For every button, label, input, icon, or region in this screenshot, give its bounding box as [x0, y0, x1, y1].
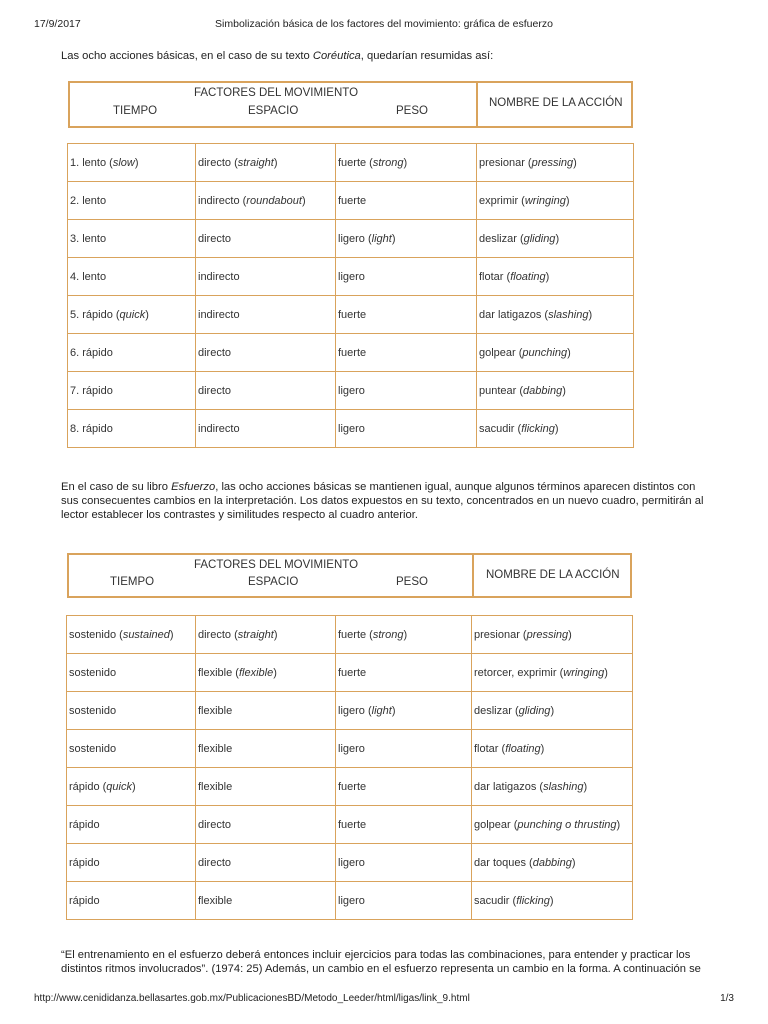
cell-espacio: directo — [196, 220, 336, 258]
cell-peso: fuerte (strong) — [336, 144, 477, 182]
cell-tiempo: 2. lento — [68, 182, 196, 220]
cell-espacio: directo — [196, 372, 336, 410]
cell-peso: fuerte — [336, 806, 472, 844]
cell-tiempo: sostenido (sustained) — [67, 616, 196, 654]
cell-accion: retorcer, exprimir (wringing) — [472, 654, 633, 692]
col-tiempo-header: TIEMPO — [110, 576, 155, 588]
source-url: http://www.cenididanza.bellasartes.gob.mx/PublicacionesBD/Metodo_Leeder/html/ligas/link_9.html — [34, 993, 470, 1004]
table-row — [67, 844, 633, 882]
cell-peso: ligero (light) — [336, 220, 477, 258]
cell-espacio: directo (straight) — [196, 616, 336, 654]
cell-tiempo: 6. rápido — [68, 334, 196, 372]
cell-tiempo: 7. rápido — [68, 372, 196, 410]
middle-text-start: En el caso de su libro — [61, 481, 172, 493]
middle-paragraph — [61, 480, 711, 522]
cell-accion: dar latigazos (slashing) — [477, 296, 634, 334]
header-divider — [476, 83, 478, 126]
cell-espacio: flexible — [196, 692, 336, 730]
cell-tiempo: rápido — [67, 882, 196, 920]
cell-tiempo: sostenido — [67, 654, 196, 692]
table-row — [68, 220, 634, 258]
table-row — [68, 410, 634, 448]
cell-peso: ligero — [336, 258, 477, 296]
cell-accion: golpear (punching o thrusting) — [472, 806, 633, 844]
table-row — [67, 882, 633, 920]
cell-peso: ligero — [336, 372, 477, 410]
col-peso-header: PESO — [396, 105, 428, 117]
cell-accion: sacudir (flicking) — [472, 882, 633, 920]
cell-tiempo: rápido (quick) — [67, 768, 196, 806]
col-espacio-header: ESPACIO — [248, 576, 299, 588]
cell-accion: deslizar (gliding) — [472, 692, 633, 730]
middle-book-title: Esfuerzo — [171, 481, 216, 493]
cell-peso: fuerte — [336, 182, 477, 220]
cell-espacio: directo — [196, 844, 336, 882]
cell-peso: fuerte — [336, 768, 472, 806]
table-row — [67, 692, 633, 730]
cell-espacio: indirecto — [196, 258, 336, 296]
table-row — [68, 182, 634, 220]
cell-espacio: flexible — [196, 768, 336, 806]
cell-tiempo: 4. lento — [68, 258, 196, 296]
cell-accion: puntear (dabbing) — [477, 372, 634, 410]
table-row — [67, 768, 633, 806]
table2-header-box — [67, 553, 632, 598]
cell-peso: fuerte — [336, 296, 477, 334]
cell-espacio: indirecto (roundabout) — [196, 182, 336, 220]
cell-accion: golpear (punching) — [477, 334, 634, 372]
intro-text-end: , quedarían resumidas así: — [360, 50, 494, 62]
cell-tiempo: 1. lento (slow) — [68, 144, 196, 182]
col-accion-header: NOMBRE DE LA ACCIÓN — [486, 569, 620, 581]
cell-espacio: flexible — [196, 882, 336, 920]
page-number: 1/3 — [720, 993, 734, 1004]
cell-accion: dar latigazos (slashing) — [472, 768, 633, 806]
cell-peso: fuerte — [336, 334, 477, 372]
table2-actions — [66, 615, 633, 920]
col-espacio-header: ESPACIO — [248, 105, 299, 117]
cell-tiempo: 5. rápido (quick) — [68, 296, 196, 334]
cell-accion: exprimir (wringing) — [477, 182, 634, 220]
table-row — [68, 296, 634, 334]
print-title: Simbolización básica de los factores del movimiento: gráfica de esfuerzo — [215, 18, 553, 30]
table-row — [67, 654, 633, 692]
cell-espacio: directo — [196, 806, 336, 844]
cell-accion: flotar (floating) — [477, 258, 634, 296]
cell-tiempo: rápido — [67, 806, 196, 844]
factors-title: FACTORES DEL MOVIMIENTO — [194, 559, 359, 571]
cell-tiempo: 8. rápido — [68, 410, 196, 448]
intro-paragraph — [61, 49, 711, 63]
cell-peso: ligero — [336, 730, 472, 768]
middle-text-end: , las ocho acciones básicas se mantienen igual, aunque algunos términos aparecen distintos con sus consecuentes cambios en la interpretación. Los datos expuestos en su texto, concentrados en un nuevo cuadro, permitirán al lector establecer los contrastes y similitudes respecto al cuadro anterior. — [61, 481, 704, 521]
quote-paragraph: “El entrenamiento en el esfuerzo deberá entonces incluir ejercicios para todas las combinaciones, para entender y practicar los distintos ritmos involucrados”. (1974: 25) Además, un cambio en el esfuerzo representa un cambio en la forma. A continuación se — [61, 949, 701, 975]
cell-accion: dar toques (dabbing) — [472, 844, 633, 882]
table-row — [68, 144, 634, 182]
print-date: 17/9/2017 — [34, 18, 81, 30]
cell-peso: ligero — [336, 410, 477, 448]
intro-book-title: Coréutica — [312, 50, 361, 62]
col-accion-header: NOMBRE DE LA ACCIÓN — [489, 97, 623, 109]
intro-text-start: Las ocho acciones básicas, en el caso de su texto — [61, 50, 313, 62]
cell-accion: sacudir (flicking) — [477, 410, 634, 448]
header-divider — [472, 555, 474, 596]
cell-espacio: flexible (flexible) — [196, 654, 336, 692]
cell-accion: flotar (floating) — [472, 730, 633, 768]
table-row — [68, 334, 634, 372]
cell-accion: presionar (pressing) — [477, 144, 634, 182]
cell-peso: ligero — [336, 882, 472, 920]
col-tiempo-header: TIEMPO — [113, 105, 158, 117]
factors-title: FACTORES DEL MOVIMIENTO — [194, 87, 359, 99]
cell-espacio: directo (straight) — [196, 144, 336, 182]
col-peso-header: PESO — [396, 576, 428, 588]
cell-peso: ligero (light) — [336, 692, 472, 730]
cell-accion: deslizar (gliding) — [477, 220, 634, 258]
table-row — [67, 730, 633, 768]
table1-actions — [67, 143, 634, 448]
cell-peso: fuerte — [336, 654, 472, 692]
table-row — [68, 372, 634, 410]
cell-espacio: indirecto — [196, 296, 336, 334]
cell-espacio: directo — [196, 334, 336, 372]
cell-tiempo: sostenido — [67, 730, 196, 768]
table-row — [67, 806, 633, 844]
table-row — [67, 616, 633, 654]
cell-espacio: indirecto — [196, 410, 336, 448]
table1-header-box — [68, 81, 633, 128]
cell-accion: presionar (pressing) — [472, 616, 633, 654]
cell-tiempo: sostenido — [67, 692, 196, 730]
cell-tiempo: 3. lento — [68, 220, 196, 258]
cell-peso: ligero — [336, 844, 472, 882]
cell-espacio: flexible — [196, 730, 336, 768]
table-row — [68, 258, 634, 296]
cell-peso: fuerte (strong) — [336, 616, 472, 654]
cell-tiempo: rápido — [67, 844, 196, 882]
